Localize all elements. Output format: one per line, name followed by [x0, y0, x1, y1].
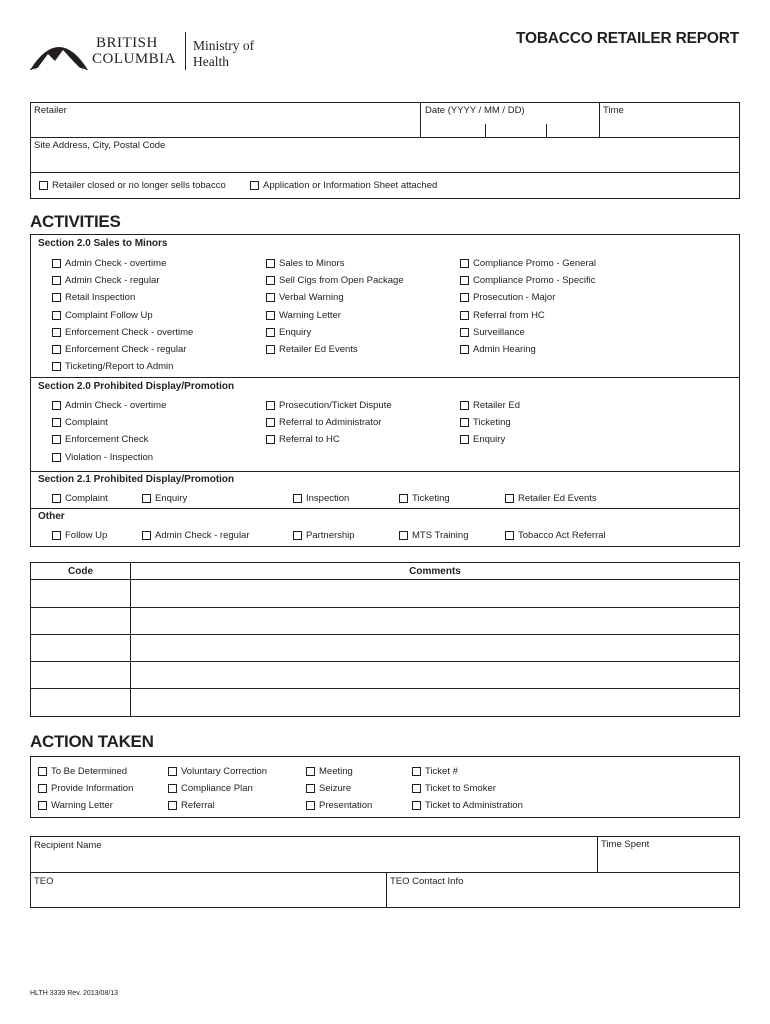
activity-checkbox[interactable]: [460, 417, 511, 428]
ministry-line2: Health: [193, 54, 229, 69]
checkbox-square[interactable]: [460, 345, 469, 354]
checkbox-square[interactable]: [306, 767, 315, 776]
checkbox-square[interactable]: [52, 328, 61, 337]
action-checkbox[interactable]: [168, 800, 215, 811]
checkbox-square[interactable]: [52, 494, 61, 503]
teo-contact-input[interactable]: [387, 887, 739, 907]
checkbox-label: Enforcement Check: [65, 434, 149, 446]
checkbox-label: Provide Information: [51, 783, 134, 794]
activity-checkbox[interactable]: [52, 275, 160, 286]
checkbox-label: Ticketing: [473, 417, 511, 429]
activity-checkbox[interactable]: [460, 327, 525, 338]
activity-checkbox[interactable]: [52, 434, 148, 445]
action-checkbox[interactable]: [412, 783, 496, 794]
action-checkbox[interactable]: [306, 783, 351, 794]
retailer-closed-checkbox[interactable]: Retailer closed or no longer sells tobacco: [39, 180, 226, 191]
checkbox-square[interactable]: [38, 767, 47, 776]
checkbox-label: Admin Check - overtime: [65, 258, 167, 269]
activity-checkbox[interactable]: [52, 361, 173, 372]
checkbox-square[interactable]: [306, 784, 315, 793]
section-2-1-checkbox[interactable]: [52, 493, 108, 504]
checkbox-label: Ticketing/Report to Admin: [65, 361, 174, 373]
checkbox-square[interactable]: [412, 784, 421, 793]
comments-header: Comments: [409, 566, 461, 577]
section-sales-minors-title: Section 2.0 Sales to Minors: [38, 238, 168, 249]
checkbox-square[interactable]: [399, 494, 408, 503]
activity-checkbox[interactable]: [460, 258, 596, 269]
activity-checkbox[interactable]: [266, 327, 311, 338]
checkbox-label: Ticketing: [412, 493, 450, 504]
code-header: Code: [68, 566, 93, 577]
checkbox-label: Complaint Follow Up: [65, 309, 153, 321]
activity-checkbox[interactable]: [52, 327, 193, 338]
checkbox-square[interactable]: [52, 401, 61, 410]
section-2-1-checkbox[interactable]: [293, 493, 349, 504]
checkbox-square[interactable]: [266, 328, 275, 337]
checkbox-square[interactable]: [52, 276, 61, 285]
checkbox-label: Inspection: [306, 493, 350, 504]
site-address-label: Site Address, City, Postal Code: [34, 140, 166, 151]
checkbox-label: Admin Check - overtime: [65, 400, 167, 411]
checkbox-square[interactable]: [505, 531, 514, 540]
checkbox-square[interactable]: [52, 418, 61, 427]
ministry-line1: Ministry of: [193, 38, 255, 53]
section-prohibited-display-title: Section 2.0 Prohibited Display/Promotion: [38, 381, 235, 392]
activity-checkbox[interactable]: [460, 434, 505, 445]
checkbox-label: Compliance Promo - General: [473, 258, 597, 269]
action-checkbox[interactable]: [38, 766, 127, 777]
activity-checkbox[interactable]: [266, 258, 344, 269]
checkbox-label: Sales to Minors: [279, 258, 345, 269]
time-spent-label: Time Spent: [601, 839, 650, 850]
checkbox-label: To Be Determined: [51, 766, 128, 777]
activity-checkbox[interactable]: [266, 275, 404, 286]
section-2-1-title: Section 2.1 Prohibited Display/Promotion: [38, 474, 235, 485]
checkbox-label: Complaint: [65, 417, 108, 429]
checkbox-square[interactable]: [52, 293, 61, 302]
checkbox-label: MTS Training: [412, 530, 469, 541]
checkbox-square[interactable]: [505, 494, 514, 503]
logo-british: BRITISH: [96, 35, 158, 51]
checkbox-square[interactable]: [266, 345, 275, 354]
date-input[interactable]: [421, 115, 598, 137]
checkbox-square[interactable]: [460, 276, 469, 285]
other-title: Other: [38, 511, 65, 522]
checkbox-label: Warning Letter: [279, 309, 341, 321]
retailer-box: [30, 102, 740, 199]
checkbox-square[interactable]: [52, 453, 61, 462]
checkbox-label: Retailer Ed Events: [518, 493, 597, 504]
checkbox-label: Seizure: [319, 783, 352, 794]
bc-sun-mountain-icon: [28, 30, 90, 72]
checkbox-label: Surveillance: [473, 326, 525, 338]
checkbox-square[interactable]: [168, 767, 177, 776]
action-checkbox[interactable]: [412, 800, 523, 811]
site-address-input[interactable]: [31, 151, 739, 171]
checkbox-label: Tobacco Act Referral: [518, 530, 606, 541]
checkbox-label: Referral to HC: [279, 434, 340, 446]
action-checkbox[interactable]: [38, 783, 133, 794]
logo-divider: [185, 32, 186, 70]
other-checkbox[interactable]: [52, 530, 107, 541]
checkbox-square[interactable]: [412, 767, 421, 776]
table-row[interactable]: [31, 608, 739, 634]
checkbox-square[interactable]: [266, 311, 275, 320]
checkbox-square[interactable]: [293, 494, 302, 503]
section-2-1-checkbox[interactable]: [505, 493, 597, 504]
section-2-1-checkbox[interactable]: [399, 493, 450, 504]
checkbox-label: Partnership: [306, 530, 355, 541]
checkbox-label: Compliance Plan: [181, 783, 253, 794]
checkbox-label: Enforcement Check - regular: [65, 344, 187, 355]
checkbox-label: Enquiry: [155, 493, 188, 504]
activity-checkbox[interactable]: [460, 275, 596, 286]
activity-checkbox[interactable]: [266, 310, 341, 321]
activity-checkbox[interactable]: [52, 452, 153, 463]
checkbox-square[interactable]: [168, 801, 177, 810]
action-checkbox[interactable]: [306, 766, 353, 777]
checkbox-square[interactable]: [52, 345, 61, 354]
checkbox-square[interactable]: [266, 401, 275, 410]
recipient-name-input[interactable]: [31, 851, 597, 871]
checkbox-label: Sell Cigs from Open Package: [279, 275, 404, 287]
checkbox-square[interactable]: [142, 494, 151, 503]
activity-checkbox[interactable]: [266, 344, 358, 355]
activity-checkbox[interactable]: [266, 292, 344, 303]
checkbox-label: Meeting: [319, 766, 353, 777]
checkbox-label: Enquiry: [279, 326, 312, 338]
activities-box: [30, 234, 740, 547]
checkbox-label: Retailer Ed: [473, 400, 520, 411]
checkbox-square[interactable]: [266, 435, 275, 444]
form-title: TOBACCO RETAILER REPORT: [515, 30, 739, 47]
recipient-box: [30, 836, 740, 908]
date-label: Date (YYYY / MM / DD): [425, 105, 525, 116]
checkbox-square[interactable]: [168, 784, 177, 793]
checkbox-label: Enforcement Check - overtime: [65, 326, 194, 338]
time-spent-input[interactable]: [598, 851, 739, 871]
bc-logo: [28, 30, 268, 74]
action-checkbox[interactable]: [168, 783, 253, 794]
recipient-name-label: Recipient Name: [34, 840, 102, 851]
checkbox-square[interactable]: [142, 531, 151, 540]
checkbox-square[interactable]: [460, 401, 469, 410]
activity-checkbox[interactable]: [460, 310, 545, 321]
activity-checkbox[interactable]: [52, 310, 153, 321]
checkbox-square[interactable]: [460, 328, 469, 337]
checkbox-square[interactable]: [460, 293, 469, 302]
activity-checkbox[interactable]: [460, 292, 555, 303]
checkbox-square[interactable]: [38, 784, 47, 793]
checkbox-square[interactable]: [460, 259, 469, 268]
comments-table: [30, 562, 740, 717]
checkbox-label: Admin Check - regular: [65, 275, 160, 287]
checkbox-square[interactable]: [52, 259, 61, 268]
activities-heading: ACTIVITIES: [30, 212, 121, 231]
checkbox-square[interactable]: [52, 435, 61, 444]
checkbox-square[interactable]: [52, 311, 61, 320]
action-checkbox[interactable]: [412, 766, 458, 777]
other-checkbox[interactable]: [293, 530, 355, 541]
activity-checkbox[interactable]: [52, 292, 135, 303]
activity-checkbox[interactable]: [266, 434, 340, 445]
other-checkbox[interactable]: [142, 530, 250, 541]
checkbox-label: Ticket to Smoker: [425, 783, 496, 794]
table-row[interactable]: [31, 689, 739, 716]
form-number: HLTH 3339 Rev. 2013/08/13: [30, 990, 119, 997]
other-checkbox[interactable]: [505, 530, 606, 541]
action-checkbox[interactable]: [38, 800, 113, 811]
application-attached-checkbox[interactable]: Application or Information Sheet attached: [250, 180, 437, 191]
checkbox-square[interactable]: [266, 259, 275, 268]
time-label: Time: [603, 105, 624, 116]
action-box: [30, 756, 740, 818]
checkbox-label: Voluntary Correction: [181, 766, 268, 777]
action-checkbox[interactable]: [168, 766, 267, 777]
checkbox-label: Ticket #: [425, 766, 458, 777]
checkbox-square[interactable]: [52, 362, 61, 371]
checkbox-square[interactable]: [266, 276, 275, 285]
checkbox-label: Presentation: [319, 800, 373, 811]
checkbox-square[interactable]: [460, 435, 469, 444]
checkbox-label: Verbal Warning: [279, 292, 344, 304]
checkbox-label: Prosecution/Ticket Dispute: [279, 400, 392, 411]
checkbox-label: Admin Hearing: [473, 344, 536, 355]
other-checkbox[interactable]: [399, 530, 469, 541]
checkbox-square[interactable]: [38, 801, 47, 810]
activity-checkbox[interactable]: [460, 344, 536, 355]
checkbox-square[interactable]: [399, 531, 408, 540]
checkbox-label: Referral: [181, 800, 215, 811]
checkbox-label: Follow Up: [65, 530, 108, 541]
checkbox-label: Prosecution - Major: [473, 292, 556, 304]
retailer-label: Retailer: [34, 105, 67, 116]
activity-checkbox[interactable]: [52, 400, 166, 411]
retailer-input[interactable]: [31, 115, 419, 137]
checkbox-label: Warning Letter: [51, 800, 113, 811]
checkbox-label: Ticket to Administration: [425, 800, 523, 811]
checkbox-label: Admin Check - regular: [155, 530, 250, 541]
checkbox-label: Complaint: [65, 493, 108, 504]
checkbox-label: Referral to Administrator: [279, 417, 382, 429]
activity-checkbox[interactable]: [266, 417, 381, 428]
activity-checkbox[interactable]: [266, 400, 392, 411]
logo-columbia: COLUMBIA: [92, 51, 177, 67]
activity-checkbox[interactable]: [52, 417, 108, 428]
action-taken-heading: ACTION TAKEN: [30, 732, 154, 751]
checkbox-square[interactable]: [52, 531, 61, 540]
table-row[interactable]: [31, 662, 739, 688]
activity-checkbox[interactable]: [52, 344, 186, 355]
checkbox-square[interactable]: [412, 801, 421, 810]
section-2-1-checkbox[interactable]: [142, 493, 187, 504]
table-row[interactable]: [31, 580, 739, 607]
checkbox-square[interactable]: [306, 801, 315, 810]
checkbox-label: Referral from HC: [473, 309, 545, 321]
checkbox-square[interactable]: [266, 418, 275, 427]
teo-contact-label: TEO Contact Info: [390, 876, 464, 887]
checkbox-label: Compliance Promo - Specific: [473, 275, 596, 287]
time-input[interactable]: [600, 115, 740, 137]
action-checkbox[interactable]: [306, 800, 372, 811]
checkbox-label: Retailer Ed Events: [279, 344, 358, 355]
checkbox-label: Enquiry: [473, 434, 506, 446]
checkbox-square[interactable]: [460, 311, 469, 320]
checkbox-label: Retail Inspection: [65, 292, 136, 304]
checkbox-label: Violation - Inspection: [65, 451, 154, 463]
activity-checkbox[interactable]: [460, 400, 520, 411]
activity-checkbox[interactable]: [52, 258, 166, 269]
checkbox-square[interactable]: [266, 293, 275, 302]
checkbox-square[interactable]: [460, 418, 469, 427]
teo-input[interactable]: [31, 887, 386, 907]
table-row[interactable]: [31, 635, 739, 661]
checkbox-square[interactable]: [293, 531, 302, 540]
teo-label: TEO: [34, 876, 54, 887]
